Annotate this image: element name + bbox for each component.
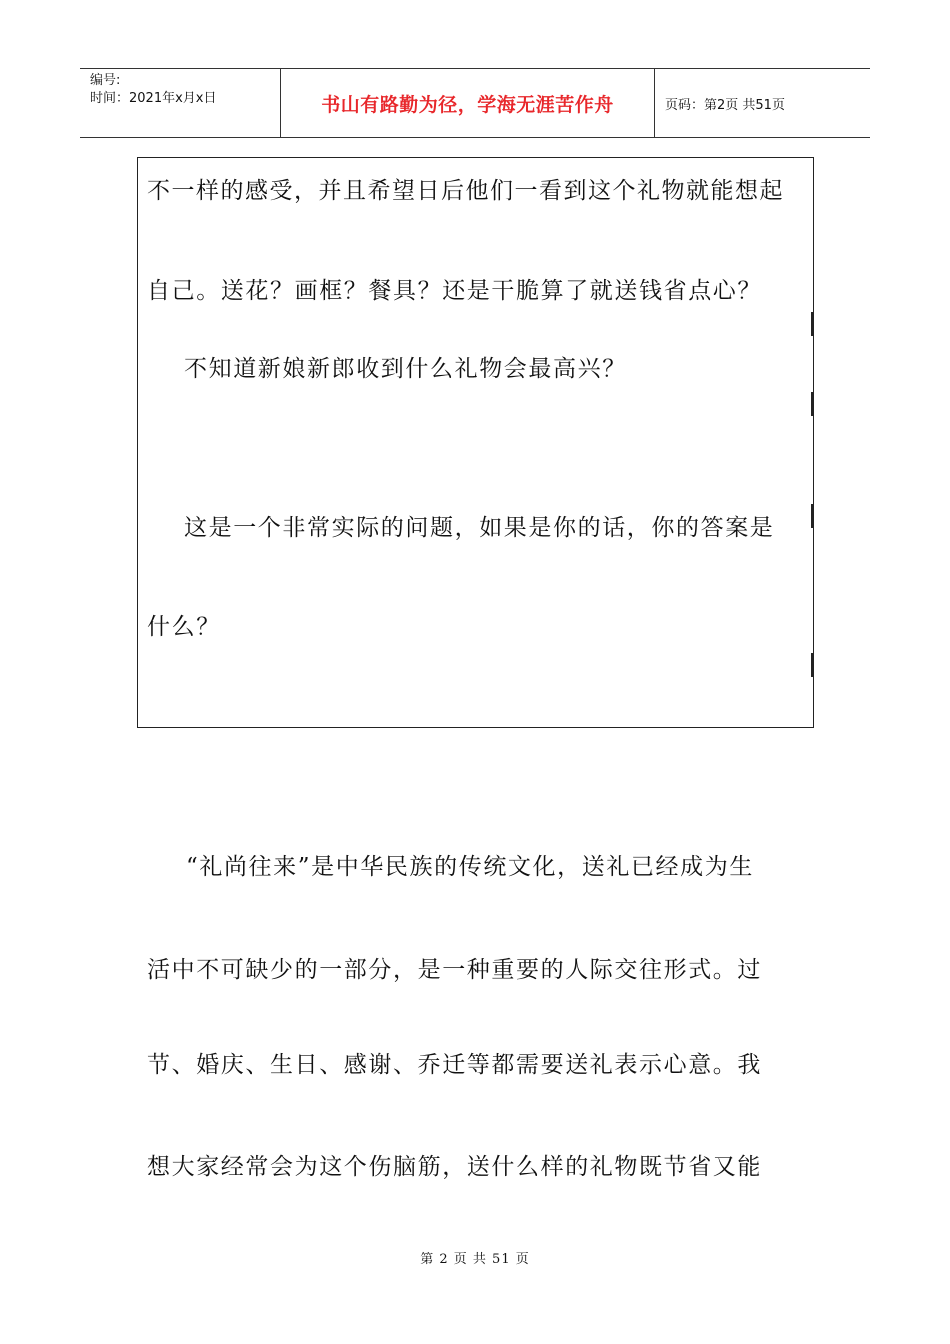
box-line-1: 不一样的感受，并且希望日后他们一看到这个礼物就能想起 <box>147 178 784 204</box>
page-header <box>80 68 870 138</box>
paragraph-line-1: “礼尚往来”是中华民族的传统文化，送礼已经成为生 <box>186 854 754 880</box>
time-label: 时间：2021年x月x日 <box>90 91 217 106</box>
box-line-5: 什么？ <box>147 614 221 640</box>
box-line-3: 不知道新娘新郎收到什么礼物会最高兴？ <box>184 356 627 382</box>
box-line-2: 自己。送花？画框？餐具？还是干脆算了就送钱省点心？ <box>147 278 762 304</box>
page-footer: 第 2 页 共 51 页 <box>420 1252 530 1267</box>
paragraph-line-2: 活中不可缺少的一部分，是一种重要的人际交往形式。过 <box>147 957 762 983</box>
box-edge-mark <box>811 312 814 336</box>
header-page-info: 页码：第2页 共51页 <box>665 97 785 113</box>
number-label: 编号: <box>90 73 121 88</box>
quote-box <box>137 157 814 728</box>
header-motto: 书山有路勤为径，学海无涯苦作舟 <box>321 93 614 116</box>
paragraph-line-3: 节、婚庆、生日、感谢、乔迁等都需要送礼表示心意。我 <box>147 1052 762 1078</box>
header-motto-cell <box>281 69 655 137</box>
box-line-4: 这是一个非常实际的问题，如果是你的话，你的答案是 <box>184 515 775 541</box>
box-edge-mark <box>811 392 814 416</box>
box-edge-mark <box>811 653 814 677</box>
box-edge-mark <box>811 504 814 528</box>
paragraph-line-4: 想大家经常会为这个伤脑筋，送什么样的礼物既节省又能 <box>147 1154 762 1180</box>
header-meta <box>80 69 281 137</box>
